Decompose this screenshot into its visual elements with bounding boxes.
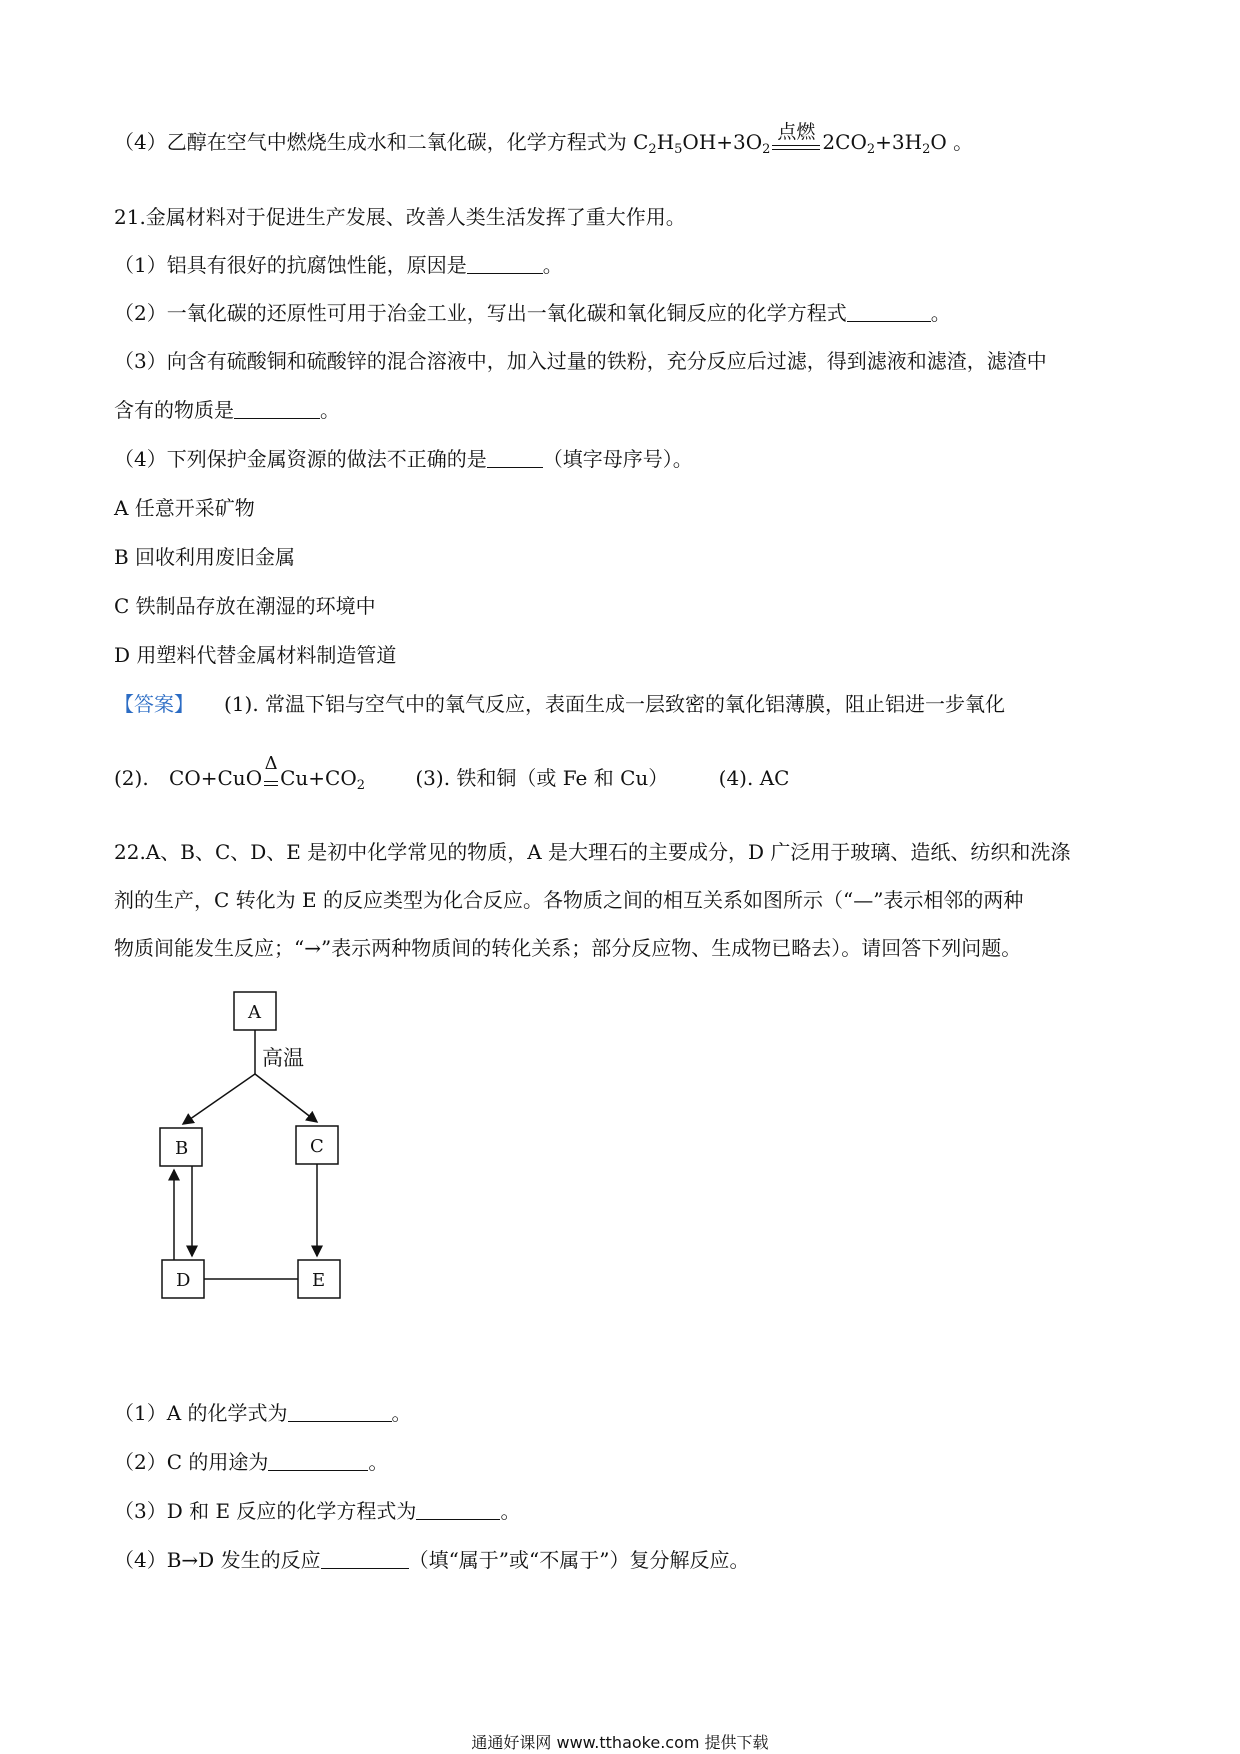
answer-blank[interactable]: [487, 447, 543, 468]
q20-part4-line: （4）乙醇在空气中燃烧生成水和二氧化碳，化学方程式为 $C_2H_5OH+3O_2$ 点燃 $2CO_2+3H_2O$ 。: [114, 128, 973, 164]
q21-part3-line1: （3）向含有硫酸铜和硫酸锌的混合溶液中，加入过量的铁粉，充分反应后过滤，得到滤液和滤渣，滤渣中: [114, 349, 1047, 373]
q20-part4-text: （4）乙醇在空气中燃烧生成水和二氧化碳，化学方程式为: [114, 130, 627, 154]
co-cuo-equation: CO+CuO Δ $Cu+CO_2$: [169, 753, 366, 793]
answer-blank[interactable]: [321, 1548, 409, 1569]
q21-part3-line2: 含有的物质是 。: [114, 398, 340, 422]
edge-a-to-c: [255, 1074, 317, 1122]
answer-1: (1). 常温下铝与空气中的氧气反应，表面生成一层致密的氧化铝薄膜，阻止铝进一步氧化: [224, 692, 1006, 716]
node-e: E: [312, 1270, 326, 1291]
relationship-diagram: [150, 988, 370, 1308]
ethanol-combustion-equation: $C_2H_5OH+3O_2$ 点燃 $2CO_2+3H_2O$: [633, 130, 947, 154]
option-c: C 铁制品存放在潮湿的环境中: [114, 594, 376, 618]
answer-blank[interactable]: [847, 301, 931, 322]
q21-part2: （2）一氧化碳的还原性可用于冶金工业，写出一氧化碳和氧化铜反应的化学方程式 。: [114, 301, 951, 325]
q21-part4: （4）下列保护金属资源的做法不正确的是 （填字母序号）。: [114, 447, 693, 471]
edge-label-high-temperature: 高温: [262, 1046, 304, 1070]
q22-part2: （2）C 的用途为 。: [114, 1450, 389, 1474]
q22-stem-line2: 剂的生产，C 转化为 E 的反应类型为化合反应。各物质之间的相互关系如图所示（“—”表示相邻的两种: [114, 888, 1024, 912]
answer-blank[interactable]: [234, 398, 320, 419]
node-c: C: [310, 1136, 324, 1157]
q22-stem-line3: 物质间能发生反应；“→”表示两种物质间的转化关系；部分反应物、生成物已略去）。请回答下列问题。: [114, 936, 1022, 960]
answer-blank[interactable]: [467, 253, 543, 274]
reaction-condition: 点燃: [777, 121, 816, 143]
option-b: B 回收利用废旧金属: [114, 545, 296, 569]
q22-part4: （4）B→D 发生的反应 （填“属于”或“不属于”）复分解反应。: [114, 1548, 750, 1572]
node-a: A: [248, 1002, 261, 1023]
option-a: A 任意开采矿物: [114, 496, 255, 520]
answer-blank[interactable]: [268, 1450, 368, 1471]
answer-blank[interactable]: [288, 1401, 392, 1422]
edge-a-to-b: [183, 1074, 255, 1124]
q21-answer-line1: [114, 690, 1005, 718]
answer-3: (3). 铁和铜（或 Fe 和 Cu）: [415, 766, 669, 790]
answer-blank[interactable]: [416, 1499, 500, 1520]
page-footer: 通通好课网 www.tthaoke.com 提供下载: [471, 1733, 769, 1752]
q21-part1: （1）铝具有很好的抗腐蚀性能，原因是 。: [114, 253, 563, 277]
answer-tag: 【答案】: [114, 692, 194, 716]
q21-answer-line2: (2). CO+CuO Δ $Cu+CO_2$ (3). 铁和铜（或 Fe 和 Cu） (4). AC: [114, 753, 790, 793]
answer-4: (4). AC: [718, 766, 790, 790]
q22-part1: （1）A 的化学式为 。: [114, 1401, 412, 1425]
q22-stem-line1: 22.A、B、C、D、E 是初中化学常见的物质，A 是大理石的主要成分，D 广泛用于玻璃、造纸、纺织和洗涤: [114, 840, 1071, 864]
q21-stem: 21.金属材料对于促进生产发展、改善人类生活发挥了重大作用。: [114, 205, 686, 229]
option-d: D 用塑料代替金属材料制造管道: [114, 643, 397, 667]
node-d: D: [176, 1270, 191, 1291]
q22-part3: （3）D 和 E 反应的化学方程式为 。: [114, 1499, 521, 1523]
node-b: B: [175, 1138, 189, 1159]
